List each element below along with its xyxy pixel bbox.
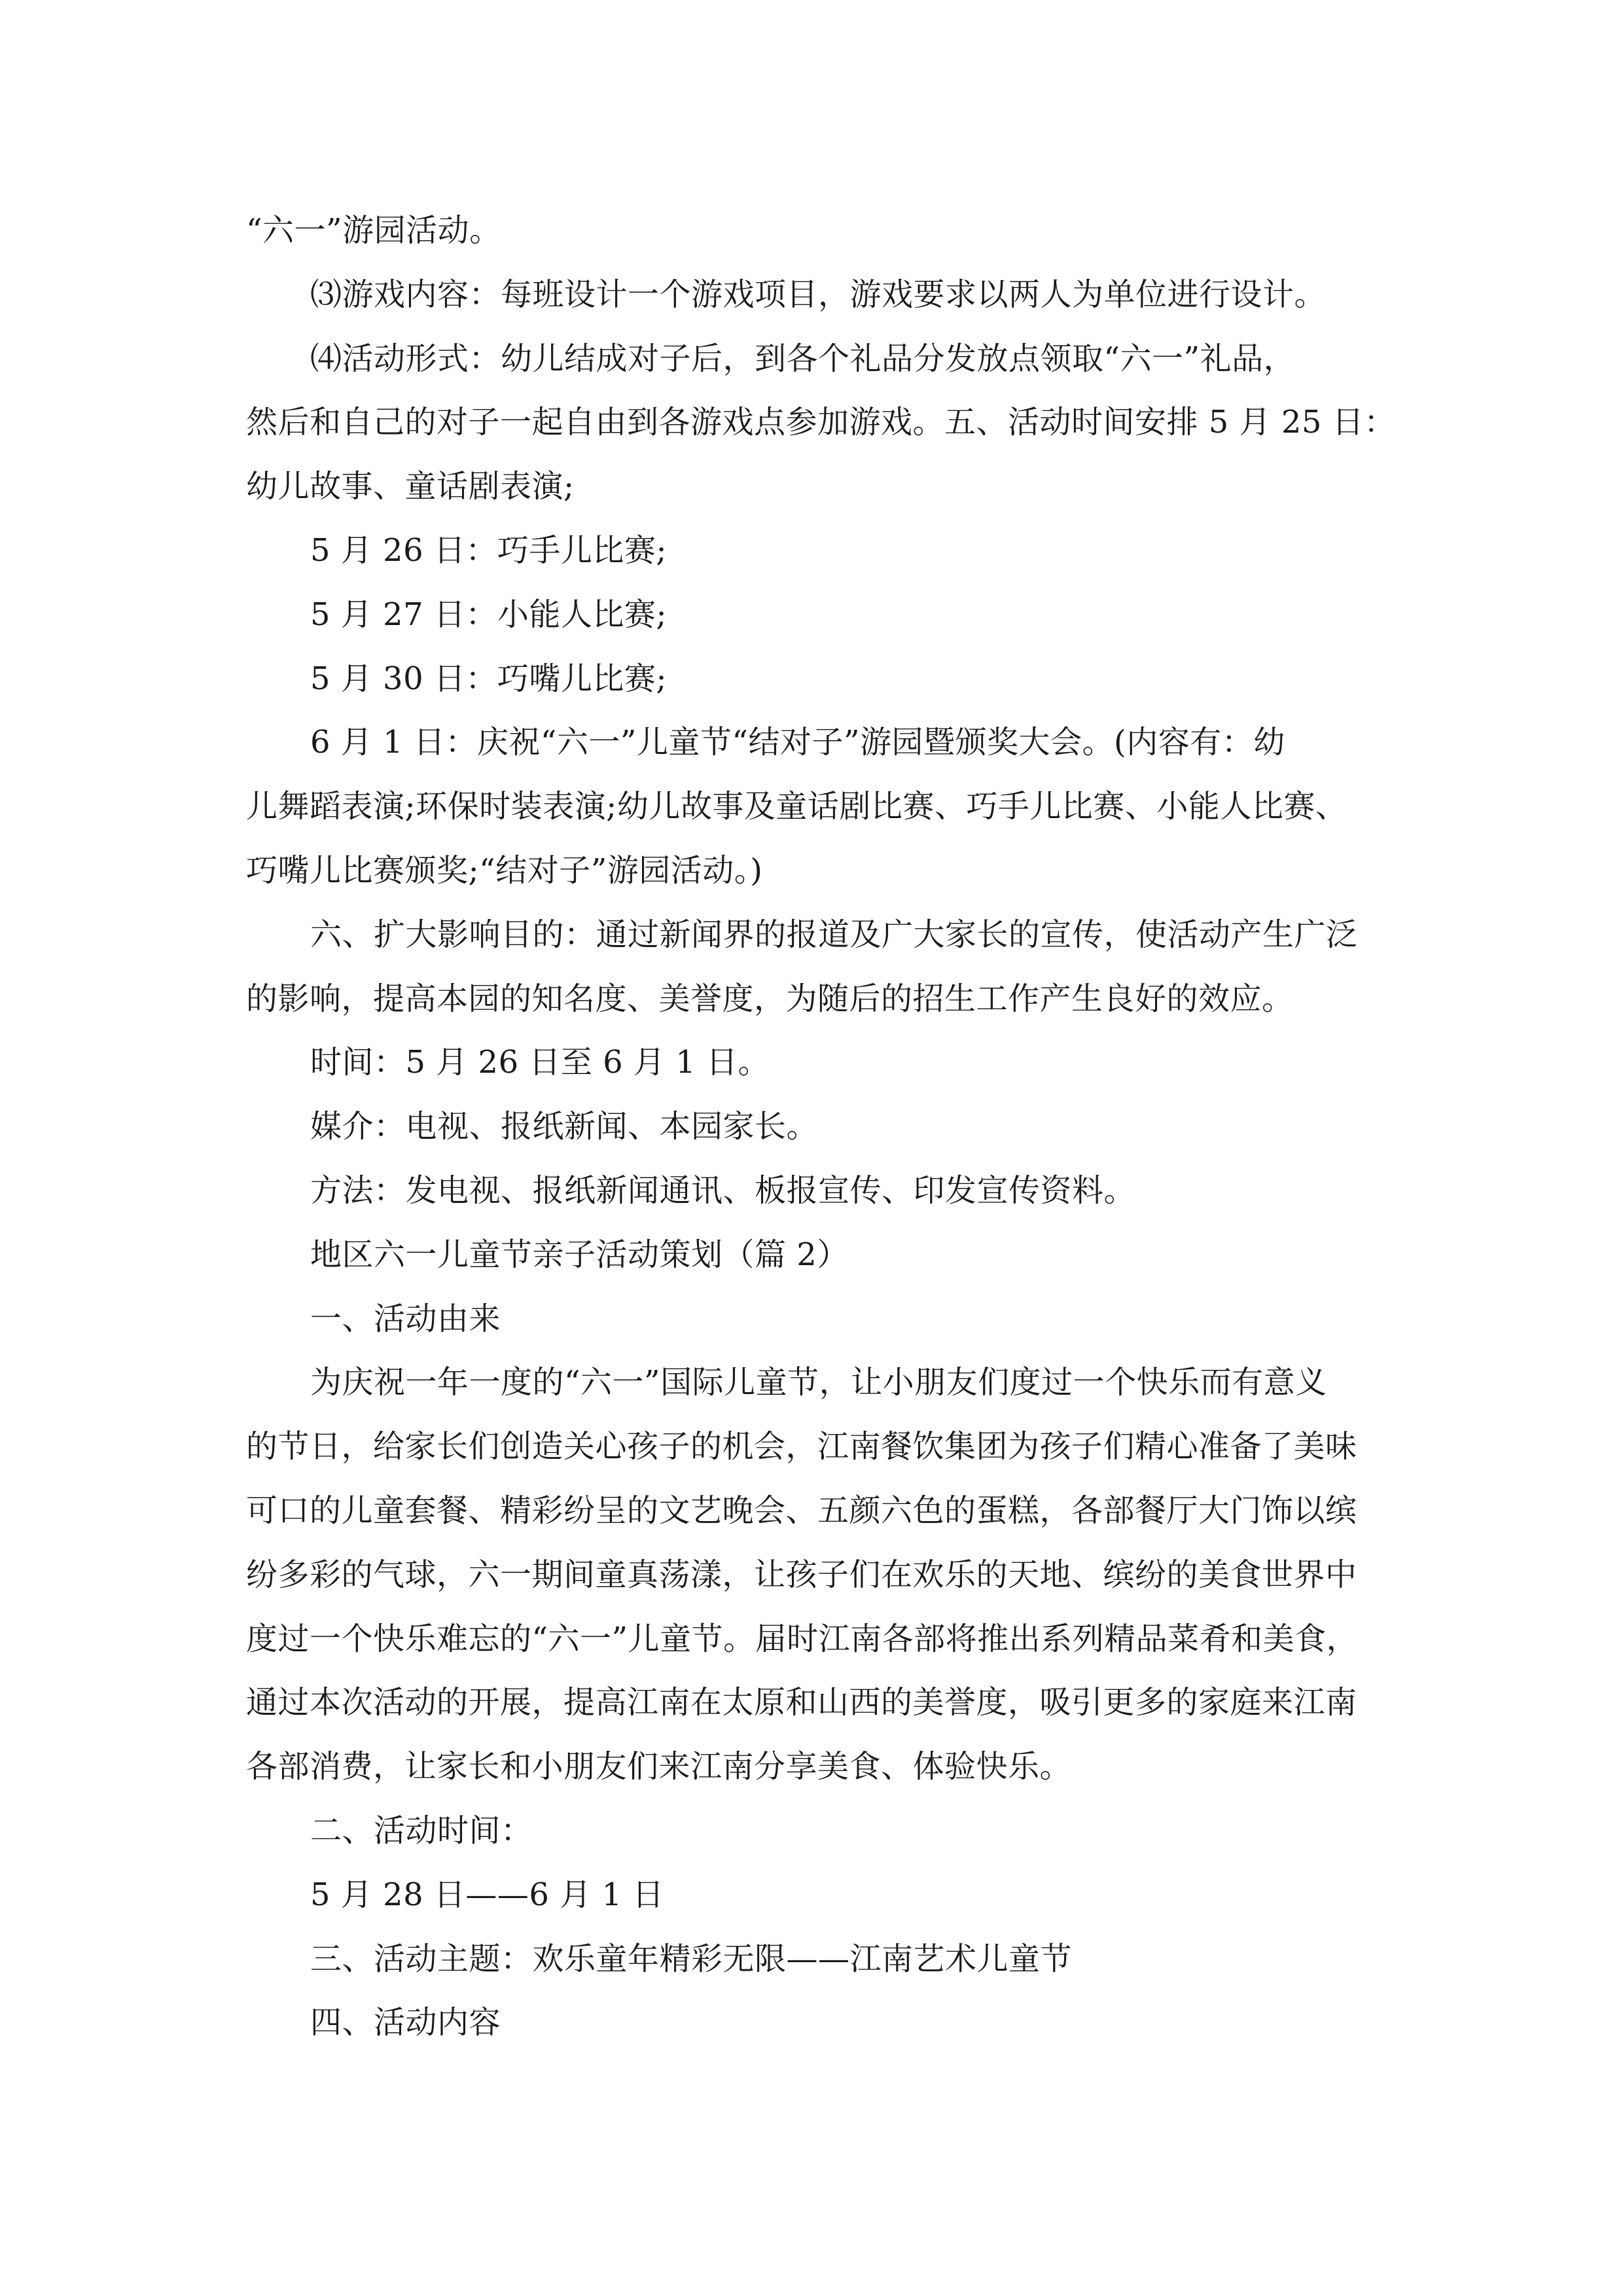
text-line: 方法：发电视、报纸新闻通讯、板报宣传、印发宣传资料。 [310,1172,1136,1209]
text-line: 5 月 27 日：小能人比赛; [310,596,668,633]
section-heading: 地区六一儿童节亲子活动策划（篇 2） [310,1236,849,1273]
text-line: 六、扩大影响目的：通过新闻界的报道及广大家长的宣传，使活动产生广泛 [310,916,1358,953]
text-line: 5 月 26 日：巧手儿比赛; [310,532,668,569]
text-line: 通过本次活动的开展，提高江南在太原和山西的美誉度，吸引更多的家庭来江南 [246,1684,1357,1721]
text-line: 的节日，给家长们创造关心孩子的机会，江南餐饮集团为孩子们精心准备了美味 [246,1428,1357,1465]
text-line: 的影响，提高本园的知名度、美誉度，为随后的招生工作产生良好的效应。 [246,980,1294,1017]
text-line: ⑶游戏内容：每班设计一个游戏项目，游戏要求以两人为单位进行设计。 [310,276,1327,313]
text-line: 5 月 30 日：巧嘴儿比赛; [310,660,668,697]
text-line: 媒介：电视、报纸新闻、本园家长。 [310,1108,819,1145]
section-heading: 三、活动主题：欢乐童年精彩无限——江南艺术儿童节 [310,1941,1073,1977]
text-line: 6 月 1 日：庆祝“六一”儿童节“结对子”游园暨颁奖大会。(内容有：幼 [310,724,1285,761]
text-line: 度过一个快乐难忘的“六一”儿童节。届时江南各部将推出系列精品菜肴和美食， [246,1621,1359,1657]
text-line: ⑷活动形式：幼儿结成对子后，到各个礼品分发放点领取“六一”礼品， [310,340,1296,377]
section-heading: 四、活动内容 [310,2004,501,2041]
text-line: 可口的儿童套餐、精彩纷呈的文艺晚会、五颜六色的蛋糕，各部餐厅大门饰以缤 [246,1492,1357,1529]
text-line: 幼儿故事、童话剧表演; [246,468,575,505]
text-line: 儿舞蹈表演;环保时装表演;幼儿故事及童话剧比赛、巧手儿比赛、小能人比赛、 [246,788,1347,825]
section-heading: 一、活动由来 [310,1300,501,1337]
text-line: 然后和自己的对子一起自由到各游戏点参加游戏。五、活动时间安排 5 月 25 日： [246,404,1396,440]
text-line: 巧嘴儿比赛颁奖;“结对子”游园活动。) [246,852,763,889]
text-line: 各部消费，让家长和小朋友们来江南分享美食、体验快乐。 [246,1748,1072,1785]
text-line: 5 月 28 日——6 月 1 日 [310,1876,664,1913]
text-line: 纷多彩的气球，六一期间童真荡漾，让孩子们在欢乐的天地、缤纷的美食世界中 [246,1556,1357,1593]
section-heading: 二、活动时间： [310,1812,533,1849]
text-line: 为庆祝一年一度的“六一”国际儿童节，让小朋友们度过一个快乐而有意义 [310,1364,1327,1401]
text-line: “六一”游园活动。 [246,212,501,249]
text-line: 时间：5 月 26 日至 6 月 1 日。 [310,1044,770,1081]
